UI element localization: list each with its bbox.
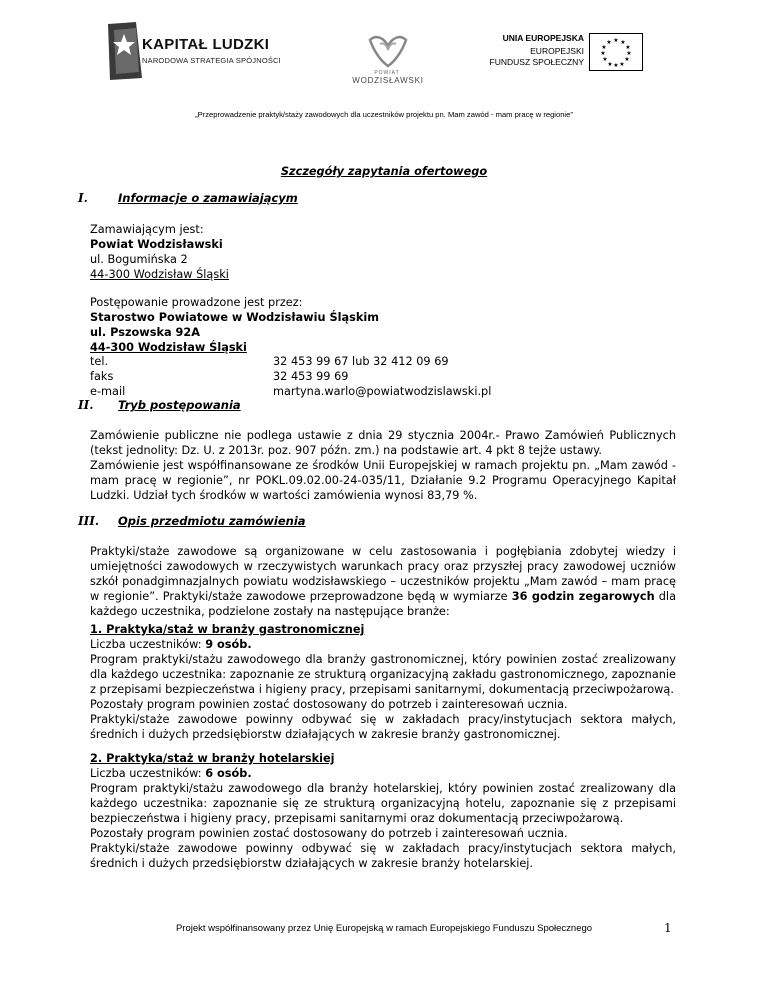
- ue-line-1: UNIA EUROPEJSKA: [502, 33, 584, 43]
- section-1-title: Informacje o zamawiającym: [118, 191, 298, 205]
- branch-2-title: 2. Praktyka/staż w branży hotelarskiej: [90, 752, 335, 765]
- section-3-paragraph-1: [90, 544, 676, 619]
- powiat-label: POWIAT: [374, 70, 400, 76]
- orderer-street: ul. Bogumińska 2: [90, 253, 188, 266]
- tel-label: tel.: [90, 355, 109, 368]
- svg-text:★: ★: [601, 44, 607, 51]
- branch-2-count-line: [90, 766, 252, 781]
- branch-1-paragraph-2: Pozostały program powinien zostać dostosowany do potrzeb i zainteresowań ucznia.: [90, 698, 568, 711]
- branch-2-paragraph-2: Pozostały program powinien zostać dostosowany do potrzeb i zainteresowań ucznia.: [90, 827, 568, 840]
- section-3-number: III.: [78, 514, 100, 528]
- section-1-intro-2: Postępowanie prowadzone jest przez:: [90, 296, 303, 309]
- svg-text:★: ★: [607, 61, 613, 68]
- section-3-p1-end: dla każdego uczestnika, podzielone zostały na następujące branże:: [90, 590, 676, 619]
- footer-text: Projekt współfinansowany przez Unię Europejską w ramach Europejskiego Funduszu Społecznego: [175, 923, 593, 934]
- branch-2-count-label: Liczba uczestników:: [90, 767, 206, 780]
- section-3-p1-bold: 36 godzin zegarowych: [511, 590, 655, 604]
- section-1-number: I.: [78, 191, 88, 205]
- kapital-ludzki-subtitle: NARODOWA STRATEGIA SPÓJNOŚCI: [142, 56, 281, 65]
- svg-text:★: ★: [613, 62, 619, 69]
- section-2-paragraph-1: Zamówienie publiczne nie podlega ustawie z dnia 29 stycznia 2004r.- Prawo Zamówień Publicznych (tekst jednolity: Dz. U. z 2013r. poz. 907 późn. zm.) na podstawie art. 4 pkt 8 tejże ustawy.: [90, 429, 676, 458]
- orderer-name: Powiat Wodzisławski: [90, 238, 223, 251]
- fax-label: faks: [90, 370, 114, 383]
- kapital-ludzki-logo-icon: [106, 20, 146, 82]
- svg-text:★: ★: [626, 50, 632, 57]
- document-title: Szczegóły zapytania ofertowego: [280, 165, 488, 178]
- section-3-title: Opis przedmiotu zamówienia: [118, 514, 306, 528]
- svg-text:★: ★: [625, 44, 631, 51]
- fax-value: 32 453 99 69: [273, 370, 349, 383]
- conductor-name: Starostwo Powiatowe w Wodzisławiu Śląskim: [90, 311, 379, 324]
- section-3-p1-start: Praktyki/staże zawodowe są organizowane w celu zastosowania i pogłębiania zdobytej wiedzy i umiejętności zawodowych w rzeczywistych warunkach pracy oraz przyszłej pracy zawodowej uczniów szkół ponadgimnazjalnych powiatu wodzisławskiego – uczestników projektu „Mam zawód – mam pracę w regionie”. Praktyki/staże zawodowe przeprowadzone będą w wymiarze: [90, 545, 676, 604]
- branch-2-paragraph-3: Praktyki/staże zawodowe powinny odbywać się w zakładach pracy/instytucjach sektora małych, średnich i dużych przedsiębiorstw działających w zakresie branży hotelarskiej.: [90, 842, 676, 871]
- svg-text:★: ★: [613, 37, 619, 44]
- svg-text:★: ★: [600, 50, 606, 57]
- page-number: 1: [664, 921, 672, 935]
- email-value: martyna.warlo@powiatwodzislawski.pl: [273, 385, 492, 398]
- section-2-number: II.: [78, 398, 94, 412]
- branch-1-title: 1. Praktyka/staż w branży gastronomicznej: [90, 623, 365, 636]
- svg-text:★: ★: [620, 39, 626, 46]
- section-2-title: Tryb postępowania: [118, 398, 241, 412]
- branch-1-count-line: [90, 637, 252, 652]
- svg-text:★: ★: [606, 39, 612, 46]
- eu-flag-icon: [589, 33, 643, 71]
- ue-line-3: FUNDUSZ SPOŁECZNY: [489, 57, 584, 67]
- conductor-street: ul. Pszowska 92A: [90, 326, 200, 339]
- tel-value: 32 453 99 67 lub 32 412 09 69: [273, 355, 449, 368]
- orderer-city: 44-300 Wodzisław Śląski: [90, 268, 229, 281]
- powiat-wodzislawski-logo-icon: [362, 32, 414, 70]
- kapital-ludzki-title: KAPITAŁ LUDZKI: [142, 36, 270, 53]
- section-1-intro: Zamawiającym jest:: [90, 223, 204, 236]
- ue-line-2: EUROPEJSKI: [530, 46, 584, 56]
- branch-2-count: 6 osób.: [205, 767, 252, 780]
- branch-2-paragraph-1: Program praktyki/stażu zawodowego dla branży hotelarskiej, który powinien zostać zrealizowany dla każdego uczestnika: zapoznanie się ze strukturą organizacyjną hotelu, zapoznanie się z przepisami bezpieczeństwa i higieny pracy, przepisami sanitarnymi oraz dokumentacją przeciwpożarową.: [90, 782, 676, 826]
- wodzislawski-label: WODZISŁAWSKI: [352, 76, 424, 85]
- branch-1-count: 9 osób.: [205, 638, 252, 651]
- branch-1-count-label: Liczba uczestników:: [90, 638, 206, 651]
- svg-text:★: ★: [624, 56, 630, 63]
- email-label: e-mail: [90, 385, 126, 398]
- svg-text:★: ★: [619, 61, 625, 68]
- branch-1-paragraph-1: Program praktyki/stażu zawodowego dla branży gastronomicznej, który powinien zostać zrealizowany dla każdego uczestnika: zapoznanie ze strukturą organizacyjną zakładu gastronomicznego, zapoznanie z przepisami bezpieczeństwa i higieny pracy, przepisami sanitarnymi, dokumentacją przeciwpożarową.: [90, 653, 676, 697]
- conductor-city: 44-300 Wodzisław Śląski: [90, 341, 247, 354]
- svg-text:★: ★: [602, 56, 608, 63]
- section-2-paragraph-2: Zamówienie jest współfinansowane ze środków Unii Europejskiej w ramach projektu pn. „Mam zawód - mam pracę w regionie”, nr POKL.09.02.00-24-035/11, Działanie 9.2 Programu Operacyjnego Kapitał Ludzki. Udział tych środków w wartości zamówienia wynosi 83,79 %.: [90, 459, 676, 503]
- project-line: „Przeprowadzenie praktyk/staży zawodowych dla uczestników projektu pn. Mam zawód - mam pracę w regionie”: [195, 110, 573, 119]
- branch-1-paragraph-3: Praktyki/staże zawodowe powinny odbywać się w zakładach pracy/instytucjach sektora małych, średnich i dużych przedsiębiorstw działających w zakresie branży gastronomicznej.: [90, 713, 676, 742]
